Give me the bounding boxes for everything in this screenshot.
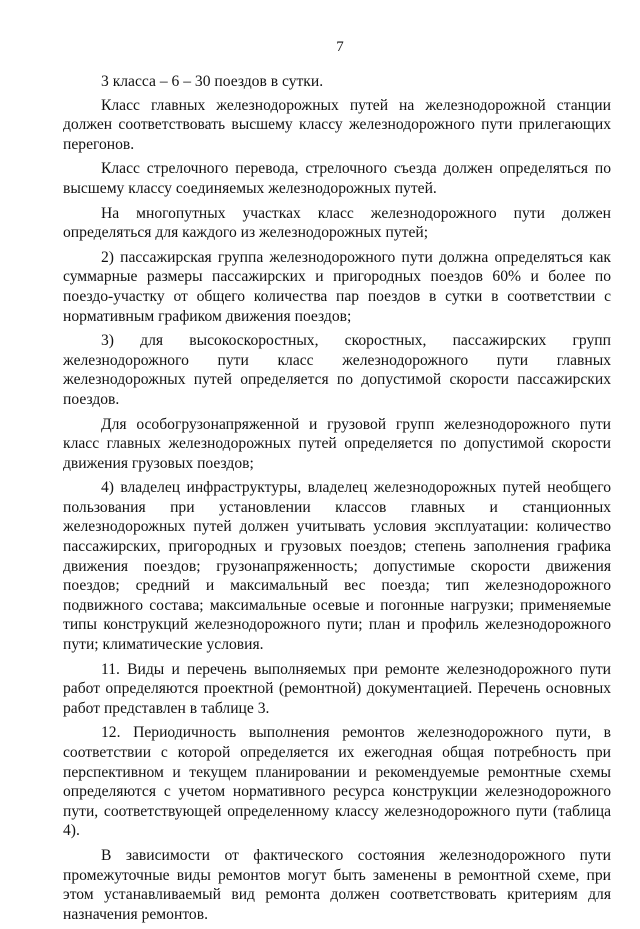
document-page — [63, 38, 611, 929]
paragraph-item-3-high-speed: 3) для высокоскоростных, скоростных, пассажирских групп железнодорожного пути класс железнодорожного пути главных железнодорожных путей определяется по допустимой скорости пассажирских поездов. — [63, 332, 611, 408]
paragraph-12-periodicity: 12. Периодичность выполнения ремонтов железнодорожного пути, в соответствии с которой определяется их ежегодная общая потребность при перспективном и текущем планировании и рекомендуемые ремонтные схемы определяются с учетом нормативного ресурса конструкции железнодорожного пути, соответствующей определенному классу железнодорожного пути (таблица 4). — [63, 724, 611, 840]
paragraph-11-works: 11. Виды и перечень выполняемых при ремонте железнодорожного пути работ определяются проектной (ремонтной) документацией. Перечень основных работ представлен в таблице 3. — [63, 660, 611, 717]
paragraph-multitrack: На многопутных участках класс железнодорожного пути должен определяться для каждого из железнодорожных путей; — [63, 204, 611, 242]
paragraph-switch-class: Класс стрелочного перевода, стрелочного съезда должен определяться по высшему классу соединяемых железнодорожных путей. — [63, 160, 611, 197]
paragraph-class3-trains: 3 класса – 6 – 30 поездов в сутки. — [101, 73, 324, 90]
paragraph-freight-groups: Для особогрузонапряженной и грузовой групп железнодорожного пути класс главных железнодорожных путей определяется по допустимой скорости движения грузовых поездов; — [63, 415, 611, 472]
paragraph-repair-replacement: В зависимости от фактического состояния железнодорожного пути промежуточные виды ремонтов могут быть заменены в ремонтной схеме, при этом устанавливаемый вид ремонта должен соответствовать критериям для назначения ремонтов. — [63, 846, 611, 923]
paragraph-item-2-passenger-group: 2) пассажирская группа железнодорожного пути должна определяться как суммарные размеры пассажирских и пригородных поездов 60% и более по поездо-участку от общего количества пар поездов в сутки в соответствии с нормативным графиком движения поездов; — [63, 248, 611, 325]
page-number: 7 — [336, 39, 344, 55]
paragraph-main-tracks-class: Класс главных железнодорожных путей на железнодорожной станции должен соответствовать высшему классу железнодорожного пути прилегающих перегонов. — [63, 96, 611, 153]
paragraph-item-4-infrastructure-owner: 4) владелец инфраструктуры, владелец железнодорожных путей необщего пользования при установлении классов главных и станционных железнодорожных путей должен учитывать условия эксплуатации: количество пассажирских, пригородных и грузовых поездов; степень заполнения графика движения поездов; грузонапряженность; допустимые скорости движения поездов; средний и максимальный вес поезда; тип железнодорожного подвижного состава; максимальные осевые и погонные нагрузки; применяемые типы конструкций железнодорожного пути; план и профиль железнодорожного пути; климатические условия. — [63, 479, 611, 654]
